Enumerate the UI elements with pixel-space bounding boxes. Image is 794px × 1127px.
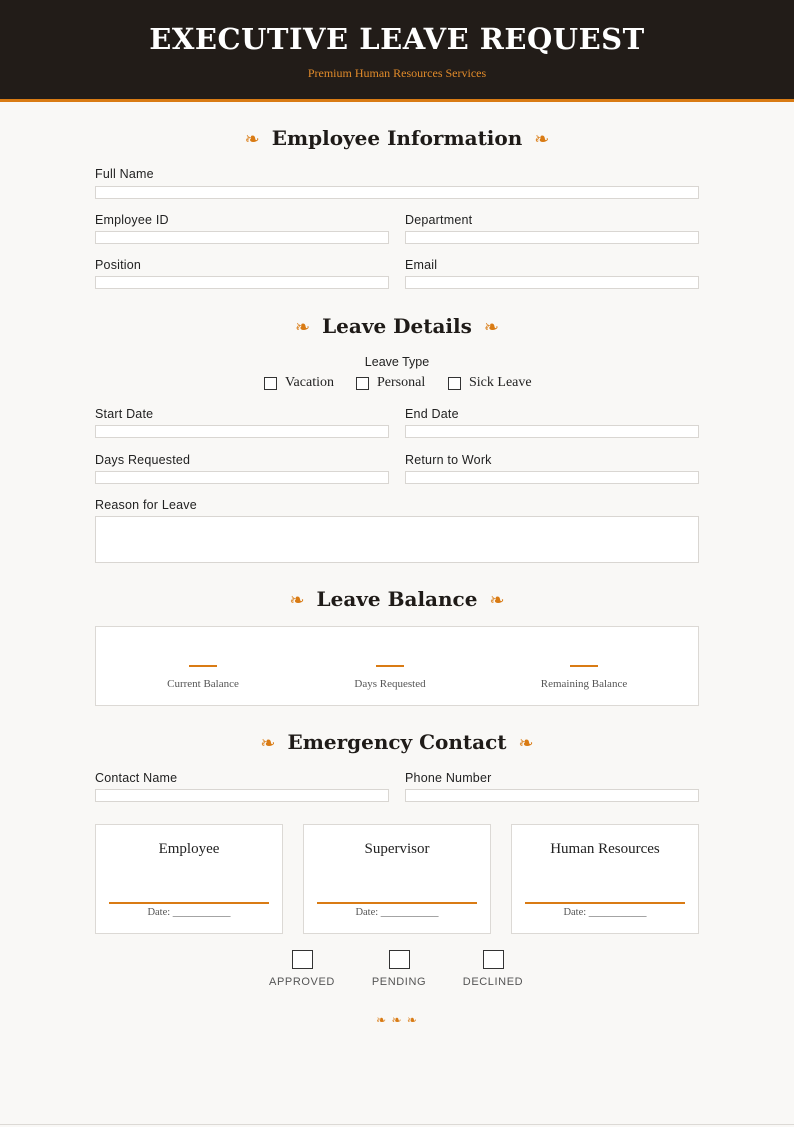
signature-line <box>525 902 685 904</box>
leave-type-personal[interactable] <box>356 375 425 391</box>
days-requested-label: Days Requested <box>95 453 191 467</box>
checkbox[interactable] <box>448 377 461 390</box>
return-to-work-label: Return to Work <box>405 453 492 467</box>
signature-line <box>317 902 477 904</box>
leave-type-label: Leave Type <box>364 355 430 369</box>
pending-checkbox[interactable] <box>389 950 410 969</box>
checkbox[interactable] <box>264 377 277 390</box>
section-leave-balance <box>0 587 794 611</box>
employee-id-field[interactable] <box>95 231 389 244</box>
form-title: EXECUTIVE LEAVE REQUEST <box>149 22 645 56</box>
bottom-divider <box>0 1124 794 1125</box>
approved-label: APPROVED <box>269 976 335 988</box>
section-title: Leave Details <box>322 314 472 338</box>
ornament-icon: ❧ <box>289 590 305 611</box>
ornament-icon: ❧ <box>260 733 276 754</box>
pending-label: PENDING <box>371 976 427 988</box>
department-field[interactable] <box>405 231 699 244</box>
declined-label: DECLINED <box>462 976 524 988</box>
full-name-field[interactable] <box>95 186 699 199</box>
days-requested-field[interactable] <box>95 471 389 484</box>
remaining-balance-label: Remaining Balance <box>540 678 628 690</box>
ornament-icon: ❧ <box>295 317 311 338</box>
position-label: Position <box>95 258 142 272</box>
ornament-icon: ❧ <box>518 733 534 754</box>
checkbox[interactable] <box>356 377 369 390</box>
start-date-field[interactable] <box>95 425 389 438</box>
phone-number-field[interactable] <box>405 789 699 802</box>
section-emergency-contact <box>0 730 794 754</box>
signature-date: Date: ___________ <box>147 907 231 918</box>
declined-checkbox[interactable] <box>483 950 504 969</box>
department-label: Department <box>405 213 473 227</box>
approved-checkbox[interactable] <box>292 950 313 969</box>
signature-date: Date: ___________ <box>563 907 647 918</box>
section-leave-details <box>0 314 794 338</box>
current-balance-value[interactable] <box>189 665 217 667</box>
ornament-icon: ❧ <box>244 129 260 150</box>
section-title: Employee Information <box>271 126 523 150</box>
ornament-icon: ❧ <box>489 590 505 611</box>
signature-title: Human Resources <box>550 841 660 857</box>
contact-name-field[interactable] <box>95 789 389 802</box>
end-date-field[interactable] <box>405 425 699 438</box>
position-field[interactable] <box>95 276 389 289</box>
signature-line <box>109 902 269 904</box>
form-subtitle: Premium Human Resources Services <box>307 66 487 80</box>
full-name-label: Full Name <box>95 167 154 181</box>
signature-title: Employee <box>158 841 220 857</box>
email-field[interactable] <box>405 276 699 289</box>
current-balance-label: Current Balance <box>167 678 239 690</box>
employee-id-label: Employee ID <box>95 213 169 227</box>
signature-box-supervisor[interactable] <box>303 824 491 934</box>
remaining-balance-value[interactable] <box>570 665 598 667</box>
leave-type-vacation[interactable] <box>264 375 334 391</box>
option-label: Vacation <box>285 375 334 390</box>
signature-box-employee[interactable] <box>95 824 283 934</box>
section-title: Leave Balance <box>316 587 478 611</box>
section-employee-information <box>0 126 794 150</box>
section-title: Emergency Contact <box>287 730 507 754</box>
footer-ornament-icon: ❧ ❧ ❧ <box>376 1013 418 1027</box>
leave-type-sick-leave[interactable] <box>448 375 532 391</box>
signature-date: Date: ___________ <box>355 907 439 918</box>
phone-number-label: Phone Number <box>405 771 492 785</box>
signature-box-human-resources[interactable] <box>511 824 699 934</box>
start-date-label: Start Date <box>95 407 154 421</box>
form-header <box>0 0 794 102</box>
option-label: Sick Leave <box>469 375 532 390</box>
return-to-work-field[interactable] <box>405 471 699 484</box>
leave-balance-panel <box>95 626 699 706</box>
email-label: Email <box>405 258 438 272</box>
end-date-label: End Date <box>405 407 459 421</box>
ornament-icon: ❧ <box>483 317 499 338</box>
option-label: Personal <box>377 375 426 390</box>
days-requested-balance-label: Days Requested <box>354 678 426 690</box>
days-requested-value[interactable] <box>376 665 404 667</box>
reason-textarea[interactable] <box>95 516 699 563</box>
contact-name-label: Contact Name <box>95 771 178 785</box>
ornament-icon: ❧ <box>534 129 550 150</box>
signature-title: Supervisor <box>364 841 430 857</box>
reason-label: Reason for Leave <box>95 498 197 512</box>
